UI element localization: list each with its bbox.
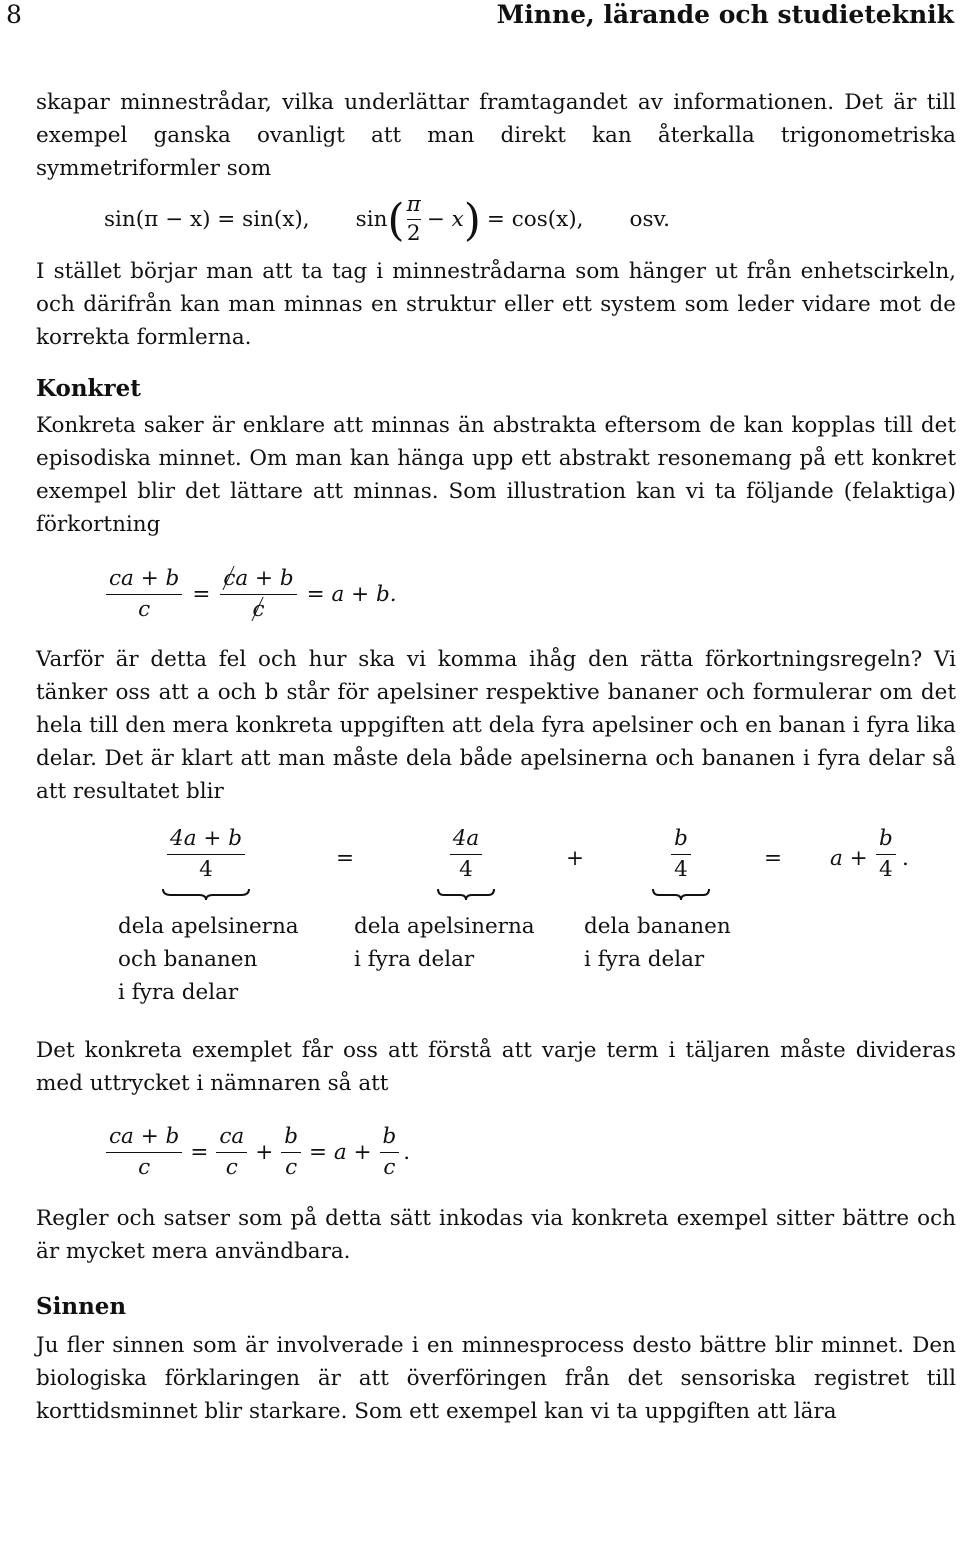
fraction-num: 4a + b bbox=[167, 824, 245, 855]
page-number: 8 bbox=[6, 0, 22, 29]
cancelled-c-den: c bbox=[252, 595, 264, 625]
term-3 bbox=[641, 824, 721, 901]
section-heading-konkret: Konkret bbox=[36, 375, 141, 402]
equals-sign: = bbox=[192, 581, 211, 607]
equation-correct bbox=[36, 1110, 956, 1194]
paragraph-5: Det konkreta exemplet får oss att förstå att varje term i täljaren måste divideras med uttrycket i nämnaren så att bbox=[36, 1038, 956, 1096]
fraction-ca-plus-b-over-c bbox=[106, 1122, 182, 1183]
equals-sign: = bbox=[190, 1139, 209, 1165]
eq-trig-minus-x: − x bbox=[426, 206, 464, 232]
plus-sign: + bbox=[255, 1139, 274, 1165]
equation-trig bbox=[36, 189, 956, 249]
eq-wrong-rhs: = a + b. bbox=[306, 581, 397, 607]
running-title: Minne, lärande och studieteknik bbox=[496, 0, 954, 29]
equals-1: = bbox=[336, 846, 355, 871]
underbrace-2 bbox=[436, 887, 496, 901]
paren-open: ( bbox=[387, 195, 405, 246]
period: . bbox=[403, 1139, 411, 1165]
equals-2: = bbox=[764, 846, 783, 871]
fraction-num: b bbox=[876, 824, 896, 855]
fraction-den: 4 bbox=[674, 857, 688, 882]
section-heading-sinnen: Sinnen bbox=[36, 1293, 127, 1320]
brace-label-line: i fyra delar bbox=[584, 947, 705, 972]
brace-label-line: dela apelsinerna bbox=[118, 914, 299, 939]
paragraph-1: skapar minnestrådar, vilka underlättar framtagandet av informationen. Det är till exempel ganska ovanligt att man direkt kan återkalla trigonometriska symmetriformler som bbox=[36, 90, 956, 181]
page-body bbox=[36, 86, 956, 1428]
fraction-den: 4 bbox=[879, 857, 893, 882]
brace-label-2 bbox=[354, 910, 535, 976]
fraction-num: b bbox=[671, 824, 691, 855]
term-1 bbox=[116, 824, 296, 901]
fraction-num: b bbox=[281, 1122, 301, 1153]
eq-trig-part1: sin(π − x) = sin(x), bbox=[104, 206, 310, 232]
brace-label-3 bbox=[584, 910, 731, 976]
fraction-num-rest: a + b bbox=[235, 565, 294, 591]
period: . bbox=[902, 846, 909, 871]
paragraph-4 bbox=[36, 643, 956, 808]
fraction-den bbox=[220, 595, 296, 625]
fraction-num: 4a bbox=[450, 824, 483, 855]
plus-sign: + bbox=[566, 846, 585, 871]
paragraph-4-text: Varför är detta fel och hur ska vi komma ihåg den rätta förkortningsregeln? Vi tänker oss att a och b står för apelsiner respektive bananer och formulerar om det hela till den mera konkreta uppgiften att dela fyra apelsiner och en banan i fyra lika delar. Det är klart att man måste dela både apelsinerna och bananen i fyra delar så att resultatet blir bbox=[36, 647, 956, 804]
fraction-num: π bbox=[406, 191, 421, 217]
rhs-a-plus: a + bbox=[830, 846, 868, 871]
fraction-num: b bbox=[380, 1122, 400, 1153]
paragraph-7: Ju fler sinnen som är involverade i en minnesprocess desto bättre blir minnet. Den biologiska förklaringen är att överföringen från det sensoriska registret till korttidsminnet blir starkare. Som ett exempel kan vi ta uppgiften att lära bbox=[36, 1333, 956, 1424]
brace-label-line: dela apelsinerna bbox=[354, 914, 535, 939]
fraction-ca-plus-b-over-c bbox=[106, 564, 182, 625]
paragraph-2: I stället börjar man att ta tag i minnestrådarna som hänger ut från enhetscirkeln, och därifrån kan man minnas en struktur eller ett system som leder vidare mot de korrekta formlerna. bbox=[36, 259, 956, 350]
fraction-den: c bbox=[383, 1154, 396, 1180]
fraction-num: ca bbox=[216, 1122, 247, 1153]
fraction-4a-over-4 bbox=[450, 824, 483, 885]
fraction-ca-over-c bbox=[216, 1122, 247, 1183]
fraction-num: ca + b bbox=[106, 1122, 182, 1153]
fraction-den: c bbox=[285, 1154, 298, 1180]
fraction-b-over-c bbox=[281, 1122, 301, 1183]
fraction-rhs-b-over-4 bbox=[876, 824, 896, 885]
fraction-den: c bbox=[138, 596, 151, 622]
fraction-den: c bbox=[138, 1154, 151, 1180]
underbrace-3 bbox=[651, 887, 711, 901]
fraction-pi-over-2 bbox=[407, 191, 421, 248]
fraction-den: c bbox=[225, 1154, 238, 1180]
brace-label-line: i fyra delar bbox=[118, 980, 239, 1005]
fraction-den: 4 bbox=[459, 857, 473, 882]
paren-close: ) bbox=[463, 195, 481, 246]
equation-oranges-bananas bbox=[36, 824, 956, 1014]
eq-trig-osv: osv. bbox=[629, 206, 670, 232]
fraction-den: 2 bbox=[406, 220, 421, 246]
paragraph-3: Konkreta saker är enklare att minnas än abstrakta eftersom de kan kopplas till det episodiska minnet. Om man kan hänga upp ett abstrakt resonemang på ett konkret exempel blir det lättare att minnas. Som illustration kan vi ta följande (felaktiga) förkortning bbox=[36, 413, 956, 537]
equation-wrong-cancel bbox=[36, 551, 956, 637]
term-2 bbox=[416, 824, 516, 901]
fraction-4a-plus-b-over-4 bbox=[167, 824, 245, 885]
fraction-b-over-c-2 bbox=[380, 1122, 400, 1183]
brace-label-line: i fyra delar bbox=[354, 947, 475, 972]
fraction-num: ca + b bbox=[106, 564, 182, 595]
brace-label-line: dela bananen bbox=[584, 914, 731, 939]
eq-trig-rhs: = cos(x), bbox=[486, 206, 584, 232]
fraction-cancelled bbox=[220, 564, 296, 625]
eq-trig-sin: sin bbox=[355, 206, 388, 232]
fraction-b-over-4 bbox=[671, 824, 691, 885]
cancelled-c: c bbox=[223, 564, 235, 594]
underbrace-1 bbox=[161, 887, 251, 901]
fraction-den: 4 bbox=[199, 857, 213, 882]
paragraph-6: Regler och satser som på detta sätt inkodas via konkreta exempel sitter bättre och är mycket mera användbara. bbox=[36, 1206, 956, 1264]
brace-label-1 bbox=[118, 910, 299, 1009]
equals-a-plus: = a + bbox=[308, 1139, 372, 1165]
brace-label-line: och bananen bbox=[118, 947, 258, 972]
page-header bbox=[0, 0, 958, 34]
fraction-num bbox=[220, 564, 296, 595]
